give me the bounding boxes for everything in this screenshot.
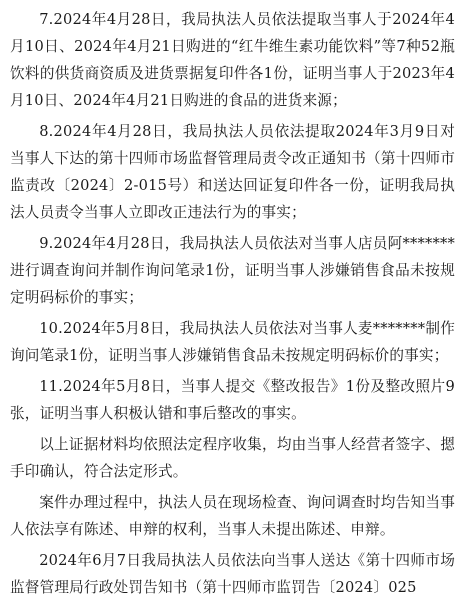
evidence-paragraph-9: 9.2024年4月28日，我局执法人员依法对当事人店员阿*******进行调查询问并制作询问笔录1份，证明当事人涉嫌销售食品未按规定明码标价的事实； — [10, 235, 455, 306]
evidence-paragraph-8: 8.2024年4月28日，我局执法人员依法提取2024年3月9日对当事人下达的第十四师市场监督管理局责令改正通知书（第十四师市监责改〔2024〕2-015号）和送达回证复印件各一份，证明我局执法人员责令当事人立即改正违法行为的事实； — [10, 123, 455, 221]
case-procedure-paragraph: 案件办理过程中，执法人员在现场检查、询问调查时均告知当事人依法享有陈述、申辩的权利，当事人未提出陈述、申辩。 — [10, 494, 455, 538]
evidence-paragraph-10: 10.2024年5月8日，我局执法人员依法对当事人麦*******制作询问笔录1份，证明当事人涉嫌销售食品未按规定明码标价的事实； — [10, 320, 455, 364]
evidence-summary-paragraph: 以上证据材料均依照法定程序收集，均由当事人经营者签字、摁手印确认，符合法定形式。 — [10, 436, 455, 480]
evidence-paragraph-7: 7.2024年4月28日，我局执法人员依法提取当事人于2024年4月10日、2024年4月21日购进的“红牛维生素功能饮料”等7种52瓶饮料的供货商资质及进货票据复印件各1份，证明当事人于2023年4月10日、2024年4月21日购进的食品的进货来源； — [10, 11, 455, 109]
evidence-paragraph-11: 11.2024年5月8日，当事人提交《整改报告》1份及整改照片9张，证明当事人积极认错和事后整改的事实。 — [10, 378, 455, 422]
penalty-notice-paragraph: 2024年6月7日我局执法人员依法向当事人送达《第十四师市场监督管理局行政处罚告知书（第十四师市监罚告〔2024〕025 — [10, 552, 455, 596]
